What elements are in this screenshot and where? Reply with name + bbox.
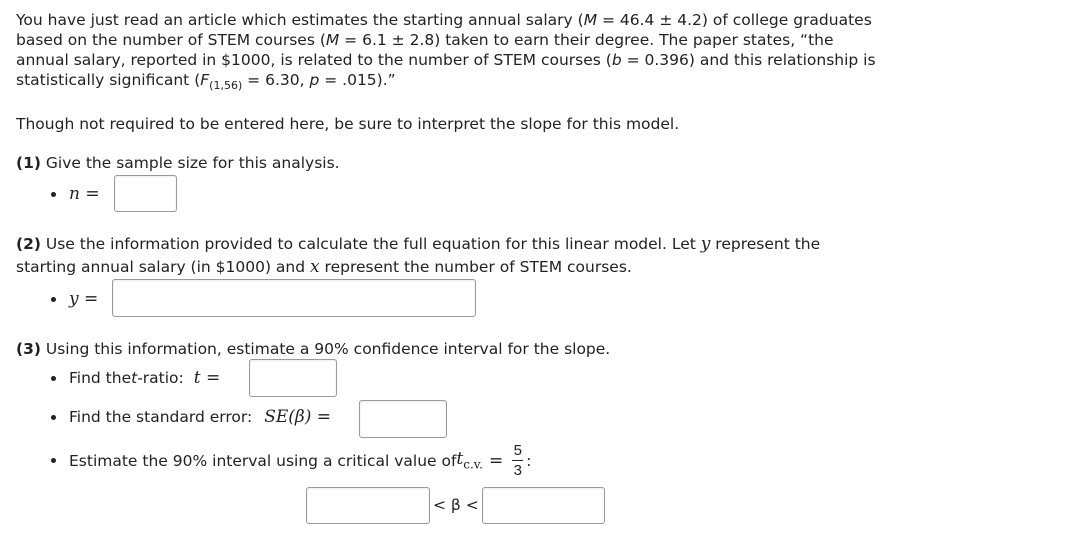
tcv-label: $t_{c.v.}$ bbox=[456, 449, 483, 472]
y-label: y = bbox=[69, 289, 99, 309]
problem-statement: You have just read an article which estimates the starting annual salary (M = 46.4 ± 4.2) of college graduates based on the number of STEM courses (M = 6.1 ± 2.8) taken to earn their degree. The paper states, “the annual salary, reported in $1000, is related to the number of STEM courses (b = 0.396) and this relationship is statistically significant ($F_{(1,56)} = 6.30$, p = .015).” bbox=[16, 11, 876, 93]
critical-value-fraction: $\frac{5}{3}$ bbox=[513, 442, 522, 479]
linear-equation-input[interactable] bbox=[112, 279, 476, 317]
question-2: (2) Use the information provided to calculate the full equation for this linear model. Let y represent the starting annual salary (in $1000) and x represent the number of STEM courses. bbox=[16, 234, 821, 277]
se-label: SE(β) = bbox=[264, 407, 331, 427]
q2-bullet bbox=[51, 289, 98, 309]
interval-upper-input[interactable] bbox=[482, 487, 605, 524]
question-3: (3) Using this information, estimate a 90% confidence interval for the slope. bbox=[16, 340, 611, 358]
n-label: n = bbox=[69, 184, 100, 204]
interval-lower-input[interactable] bbox=[306, 487, 430, 524]
standard-error-input[interactable] bbox=[359, 400, 447, 438]
t-label: t = bbox=[193, 368, 221, 388]
standard-error-bullet: Find the standard error: SE(β) = bbox=[51, 407, 331, 427]
beta-inequality: < β < bbox=[433, 496, 479, 514]
sample-size-input[interactable] bbox=[114, 175, 177, 212]
q1-bullet bbox=[51, 184, 100, 204]
t-ratio-input[interactable] bbox=[249, 359, 337, 397]
instruction-note: Though not required to be entered here, be sure to interpret the slope for this model. bbox=[16, 115, 680, 133]
interval-bullet: Estimate the 90% interval using a critical value of $t_{c.v.}$ = $\frac{5}{3}$ : bbox=[51, 442, 531, 479]
t-ratio-bullet: Find the t -ratio: t = bbox=[51, 368, 220, 388]
question-1: (1) Give the sample size for this analysis. bbox=[16, 154, 340, 172]
